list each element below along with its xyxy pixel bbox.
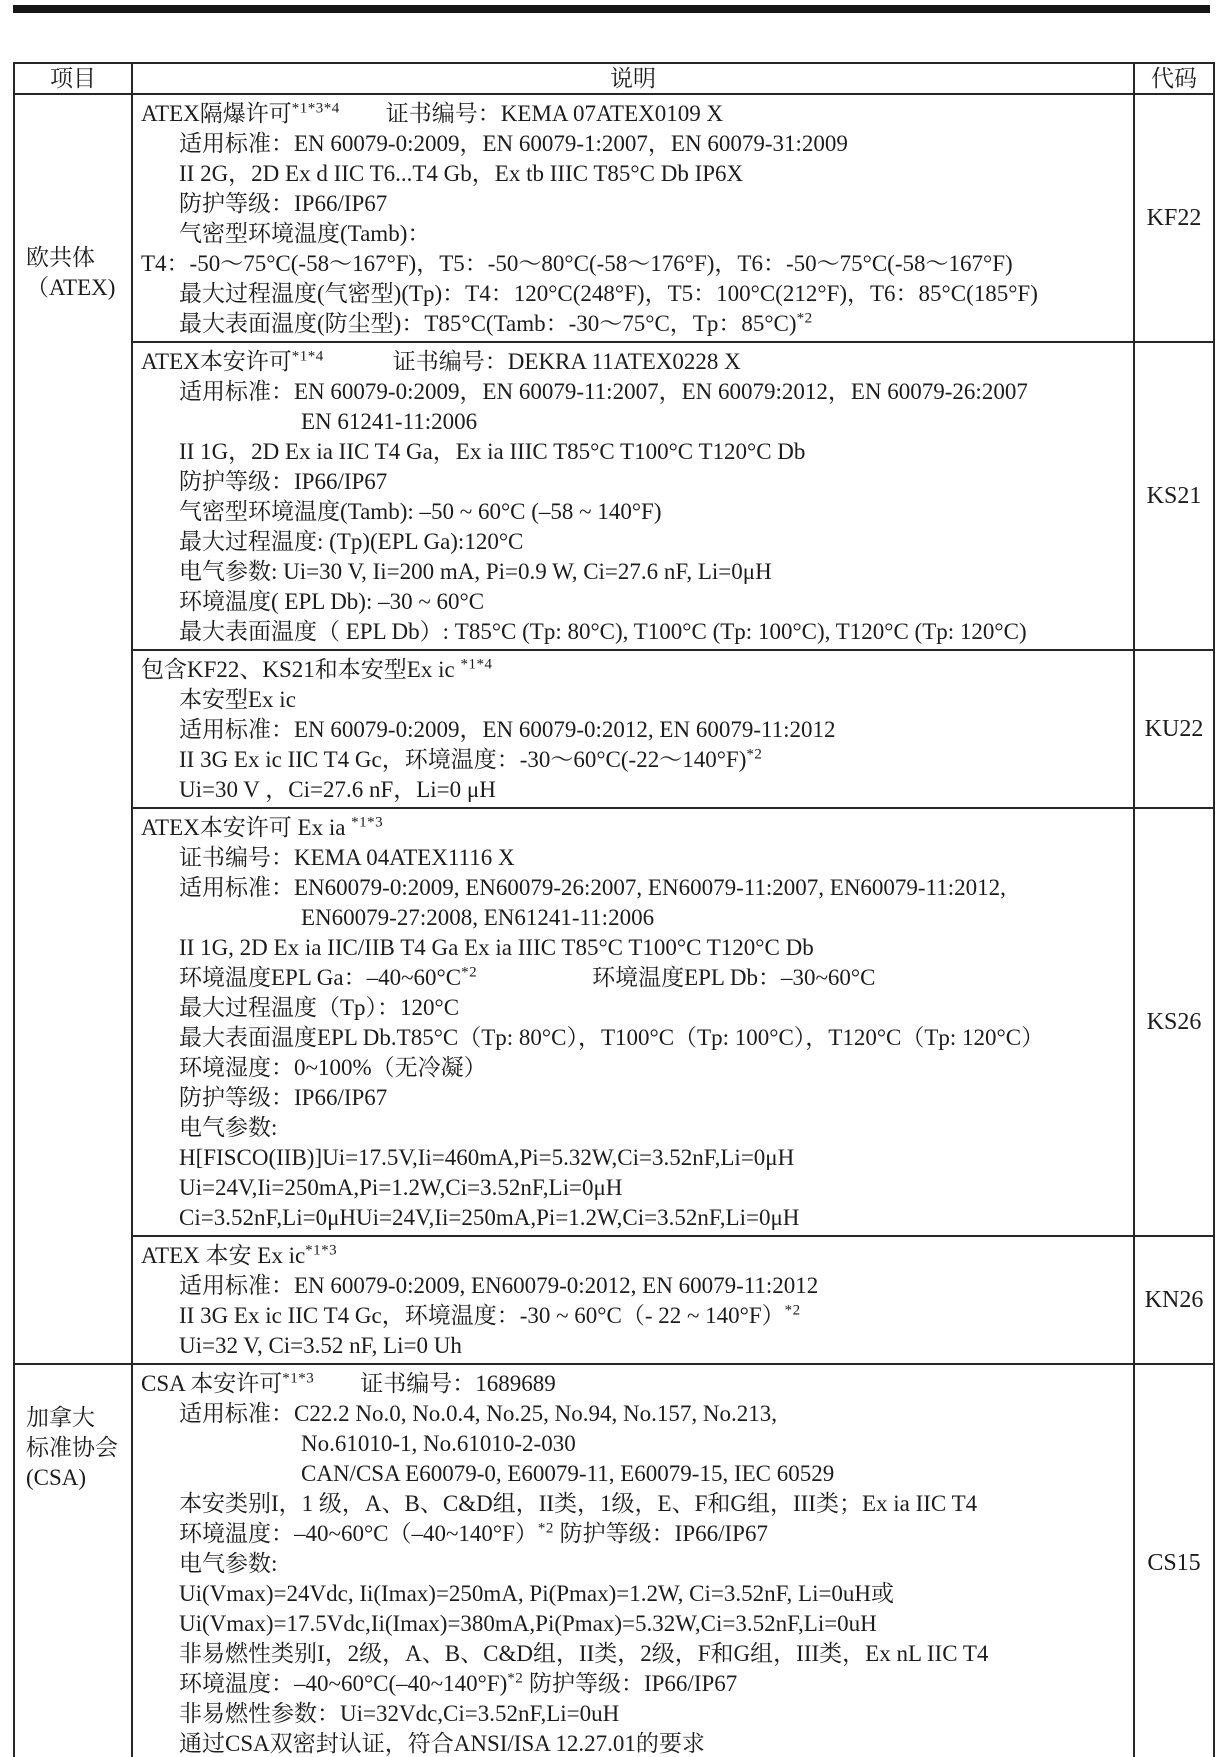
spec-line xyxy=(141,1113,1129,1143)
description-cell-ku22 xyxy=(132,650,1134,808)
spec-text: 证书编号：KEMA 04ATEX1116 X xyxy=(179,845,515,870)
spec-line xyxy=(141,1399,1129,1429)
spec-text: 最大过程温度(气密型)(Tp)：T4：120°C(248°F)，T5：100°C(212°F)，T6：85°C(185°F) xyxy=(179,281,1038,306)
spec-line xyxy=(141,745,1129,775)
spec-line xyxy=(141,1459,1129,1489)
footnote-marker: *1*4 xyxy=(460,656,493,673)
spec-text: 电气参数: xyxy=(179,1551,278,1576)
spec-line xyxy=(141,1369,1129,1399)
spec-line xyxy=(141,993,1129,1023)
description-cell-kn26 xyxy=(132,1236,1134,1364)
col-header-code: 代码 xyxy=(1134,63,1214,94)
spec-line xyxy=(141,873,1129,903)
group-label-line: （ATEX) xyxy=(26,275,116,300)
spec-line xyxy=(141,497,1129,527)
footnote-marker: *1*3*4 xyxy=(291,100,340,117)
spec-line xyxy=(141,527,1129,557)
spec-line xyxy=(141,309,1129,339)
spec-line xyxy=(141,813,1129,843)
spec-line xyxy=(141,557,1129,587)
table-row-kf22 xyxy=(14,94,1214,342)
spec-text: 环境温度：–40~60°C(–40~140°F) xyxy=(179,1671,508,1696)
code-cell-cs15: CS15 xyxy=(1134,1364,1214,1757)
footnote-marker: *2 xyxy=(461,964,478,981)
spec-line xyxy=(141,903,1129,933)
spec-line xyxy=(141,1271,1129,1301)
footnote-marker: *1*3 xyxy=(351,814,384,831)
spec-text: 电气参数: xyxy=(179,1115,278,1140)
spec-text: 环境温度EPL Db：–30~60°C xyxy=(477,965,876,990)
spec-line xyxy=(141,99,1129,129)
table-row-cs15 xyxy=(14,1364,1214,1757)
spec-text: 防护等级：IP66/IP67 xyxy=(179,191,388,216)
spec-line xyxy=(141,685,1129,715)
spec-line xyxy=(141,1669,1129,1699)
spec-line xyxy=(141,1053,1129,1083)
spec-text: ATEX隔爆许可 xyxy=(141,101,292,126)
code-cell-kf22: KF22 xyxy=(1134,94,1214,342)
group-label-line: 标准协会 xyxy=(26,1435,118,1460)
spec-text: Ui=30 V ，Ci=27.6 nF，Li=0 μH xyxy=(179,777,496,802)
spec-text: 适用标准：EN 60079-0:2009，EN 60079-0:2012, EN 60079-11:2012 xyxy=(179,717,836,742)
spec-line xyxy=(141,1639,1129,1669)
spec-line xyxy=(141,279,1129,309)
spec-text: 最大过程温度（Tp）：120°C xyxy=(179,995,460,1020)
spec-text: II 2G，2D Ex d IIC T6...T4 Gb，Ex tb IIIC T85°C Db IP6X xyxy=(179,161,744,186)
table-row-ku22 xyxy=(14,650,1214,808)
table-header-row xyxy=(14,63,1214,94)
spec-line xyxy=(141,1429,1129,1459)
spec-text: 气密型环境温度(Tamb): –50 ~ 60°C (–58 ~ 140°F) xyxy=(179,499,662,524)
spec-text: 适用标准：EN60079-0:2009, EN60079-26:2007, EN60079-11:2007, EN60079-11:2012, xyxy=(179,875,1006,900)
code-cell-ks21: KS21 xyxy=(1134,342,1214,650)
spec-line xyxy=(141,1203,1129,1233)
spec-text: T4：-50～75°C(-58～167°F)，T5：-50～80°C(-58～176°F)，T6：-50～75°C(-58～167°F) xyxy=(141,251,1013,276)
spec-text: 适用标准：EN 60079-0:2009，EN 60079-11:2007，EN 60079:2012，EN 60079-26:2007 xyxy=(179,379,1028,404)
col-header-item: 项目 xyxy=(14,63,132,94)
footnote-marker: *2 xyxy=(746,746,763,763)
group-label-line: 欧共体 xyxy=(26,245,95,270)
footnote-marker: *1*3 xyxy=(305,1242,338,1259)
group-label xyxy=(26,243,129,303)
spec-line xyxy=(141,129,1129,159)
spec-line xyxy=(141,1301,1129,1331)
spec-text: 防护等级：IP66/IP67 xyxy=(523,1671,738,1696)
group-label-line: (CSA) xyxy=(26,1465,87,1490)
spec-text: 证书编号：1689689 xyxy=(314,1371,556,1396)
spec-line xyxy=(141,219,1129,249)
spec-text: 本安型Ex ic xyxy=(179,687,296,712)
spec-line xyxy=(141,963,1129,993)
code-cell-kn26: KN26 xyxy=(1134,1236,1214,1364)
spec-text: II 3G Ex ic IIC T4 Gc，环境温度：-30～60°C(-22～140°F) xyxy=(179,747,747,772)
table-row-ks26 xyxy=(14,808,1214,1236)
spec-text: 最大表面温度（ EPL Db）: T85°C (Tp: 80°C), T100°C (Tp: 100°C), T120°C (Tp: 120°C) xyxy=(179,619,1027,644)
spec-text: 证书编号：DEKRA 11ATEX0228 X xyxy=(323,349,741,374)
footnote-marker: *1*3 xyxy=(282,1370,315,1387)
spec-text: 气密型环境温度(Tamb)： xyxy=(179,221,431,246)
spec-text: Ui=32 V, Ci=3.52 nF, Li=0 Uh xyxy=(179,1333,462,1358)
spec-text: ATEX 本安 Ex ic xyxy=(141,1243,306,1268)
spec-line xyxy=(141,189,1129,219)
group-label-line: 加拿大 xyxy=(26,1405,95,1430)
spec-text: II 1G，2D Ex ia IIC T4 Ga，Ex ia IIIC T85°C T100°C T120°C Db xyxy=(179,439,806,464)
spec-line xyxy=(141,1331,1129,1361)
spec-text: CAN/CSA E60079-0, E60079-11, E60079-15, IEC 60529 xyxy=(301,1461,835,1486)
spec-text: 非易燃性类别I，2级，A、B、C&D组，II类，2级，F和G组，III类，Ex nL IIC T4 xyxy=(179,1641,989,1666)
spec-text: 环境温度EPL Ga：–40~60°C xyxy=(179,965,462,990)
table-row-ks21 xyxy=(14,342,1214,650)
spec-text: 包含KF22、KS21和本安型Ex ic xyxy=(141,657,461,682)
spec-text: 电气参数: Ui=30 V, Ii=200 mA, Pi=0.9 W, Ci=27.6 nF, Li=0μH xyxy=(179,559,772,584)
spec-line xyxy=(141,843,1129,873)
footnote-marker: *1*4 xyxy=(291,348,324,365)
item-group-cell xyxy=(14,1364,132,1757)
footnote-marker: *2 xyxy=(784,1302,801,1319)
spec-line xyxy=(141,1579,1129,1609)
spec-text: ATEX本安许可 xyxy=(141,349,292,374)
spec-text: 证书编号：KEMA 07ATEX0109 X xyxy=(339,101,724,126)
spec-text: No.61010-1, No.61010-2-030 xyxy=(301,1431,576,1456)
spec-text: 非易燃性参数：Ui=32Vdc,Ci=3.52nF,Li=0uH xyxy=(179,1701,620,1726)
spec-line xyxy=(141,1241,1129,1271)
spec-text: 通过CSA双密封认证，符合ANSI/ISA 12.27.01的要求 xyxy=(179,1731,705,1756)
spec-line xyxy=(141,249,1129,279)
spec-text: II 1G, 2D Ex ia IIC/IIB T4 Ga Ex ia IIIC T85°C T100°C T120°C Db xyxy=(179,935,814,960)
spec-line xyxy=(141,655,1129,685)
item-group-cell xyxy=(14,94,132,1364)
spec-text: Ui(Vmax)=17.5Vdc,Ii(Imax)=380mA,Pi(Pmax)=5.32W,Ci=3.52nF,Li=0uH xyxy=(179,1611,877,1636)
spec-line xyxy=(141,1699,1129,1729)
spec-text: 环境温度：–40~60°C（–40~140°F） xyxy=(179,1521,538,1546)
spec-text: Ci=3.52nF,Li=0μHUi=24V,Ii=250mA,Pi=1.2W,Ci=3.52nF,Li=0μH xyxy=(179,1205,800,1230)
spec-text: Ui=24V,Ii=250mA,Pi=1.2W,Ci=3.52nF,Li=0μH xyxy=(179,1175,623,1200)
footnote-marker: *2 xyxy=(507,1670,524,1687)
spec-line xyxy=(141,1609,1129,1639)
group-label xyxy=(26,1403,129,1493)
top-rule xyxy=(13,5,1210,13)
description-cell-cs15 xyxy=(132,1364,1134,1757)
spec-text: Ui(Vmax)=24Vdc, Ii(Imax)=250mA, Pi(Pmax)=1.2W, Ci=3.52nF, Li=0uH或 xyxy=(179,1581,895,1606)
spec-text: 最大表面温度EPL Db.T85°C（Tp: 80°C），T100°C（Tp: 100°C），T120°C（Tp: 120°C） xyxy=(179,1025,1045,1050)
spec-text: 本安类别I，1 级，A、B、C&D组，II类，1级，E、F和G组，III类；Ex ia IIC T4 xyxy=(179,1491,978,1516)
spec-line xyxy=(141,1729,1129,1757)
description-cell-kf22 xyxy=(132,94,1134,342)
spec-text: 防护等级：IP66/IP67 xyxy=(553,1521,768,1546)
spec-line xyxy=(141,1489,1129,1519)
spec-text: II 3G Ex ic IIC T4 Gc，环境温度：-30 ~ 60°C（- 22 ~ 140°F） xyxy=(179,1303,785,1328)
spec-text: 适用标准：EN 60079-0:2009，EN 60079-1:2007，EN 60079-31:2009 xyxy=(179,131,848,156)
spec-text: 最大表面温度(防尘型)：T85°C(Tamb：-30～75°C，Tp：85°C) xyxy=(179,311,797,336)
description-cell-ks26 xyxy=(132,808,1134,1236)
certification-table xyxy=(13,62,1215,1757)
spec-line xyxy=(141,437,1129,467)
footnote-marker: *2 xyxy=(796,310,813,327)
table-row-kn26 xyxy=(14,1236,1214,1364)
code-cell-ks26: KS26 xyxy=(1134,808,1214,1236)
spec-text: 环境湿度：0~100%（无冷凝） xyxy=(179,1055,487,1080)
spec-line xyxy=(141,1549,1129,1579)
spec-text: 最大过程温度: (Tp)(EPL Ga):120°C xyxy=(179,529,524,554)
spec-text: EN 61241-11:2006 xyxy=(301,409,478,434)
spec-line xyxy=(141,617,1129,647)
spec-text: EN60079-27:2008, EN61241-11:2006 xyxy=(301,905,655,930)
spec-text: 环境温度( EPL Db): –30 ~ 60°C xyxy=(179,589,485,614)
spec-text: ATEX本安许可 Ex ia xyxy=(141,815,352,840)
spec-line xyxy=(141,407,1129,437)
spec-line xyxy=(141,159,1129,189)
spec-text: 防护等级：IP66/IP67 xyxy=(179,469,388,494)
description-cell-ks21 xyxy=(132,342,1134,650)
code-cell-ku22: KU22 xyxy=(1134,650,1214,808)
spec-line xyxy=(141,1143,1129,1173)
spec-text: 防护等级：IP66/IP67 xyxy=(179,1085,388,1110)
footnote-marker: *2 xyxy=(537,1520,554,1537)
spec-line xyxy=(141,775,1129,805)
spec-line xyxy=(141,933,1129,963)
spec-text: H[FISCO(IIB)]Ui=17.5V,Ii=460mA,Pi=5.32W,Ci=3.52nF,Li=0μH xyxy=(179,1145,795,1170)
spec-line xyxy=(141,1173,1129,1203)
spec-text: CSA 本安许可 xyxy=(141,1371,283,1396)
spec-line xyxy=(141,1023,1129,1053)
spec-line xyxy=(141,715,1129,745)
spec-line xyxy=(141,1519,1129,1549)
spec-line xyxy=(141,1083,1129,1113)
spec-line xyxy=(141,467,1129,497)
spec-line xyxy=(141,587,1129,617)
col-header-description: 说明 xyxy=(132,63,1134,94)
spec-text: 适用标准：EN 60079-0:2009, EN60079-0:2012, EN 60079-11:2012 xyxy=(179,1273,819,1298)
spec-text: 适用标准：C22.2 No.0, No.0.4, No.25, No.94, No.157, No.213, xyxy=(179,1401,777,1426)
spec-line xyxy=(141,347,1129,377)
spec-line xyxy=(141,377,1129,407)
